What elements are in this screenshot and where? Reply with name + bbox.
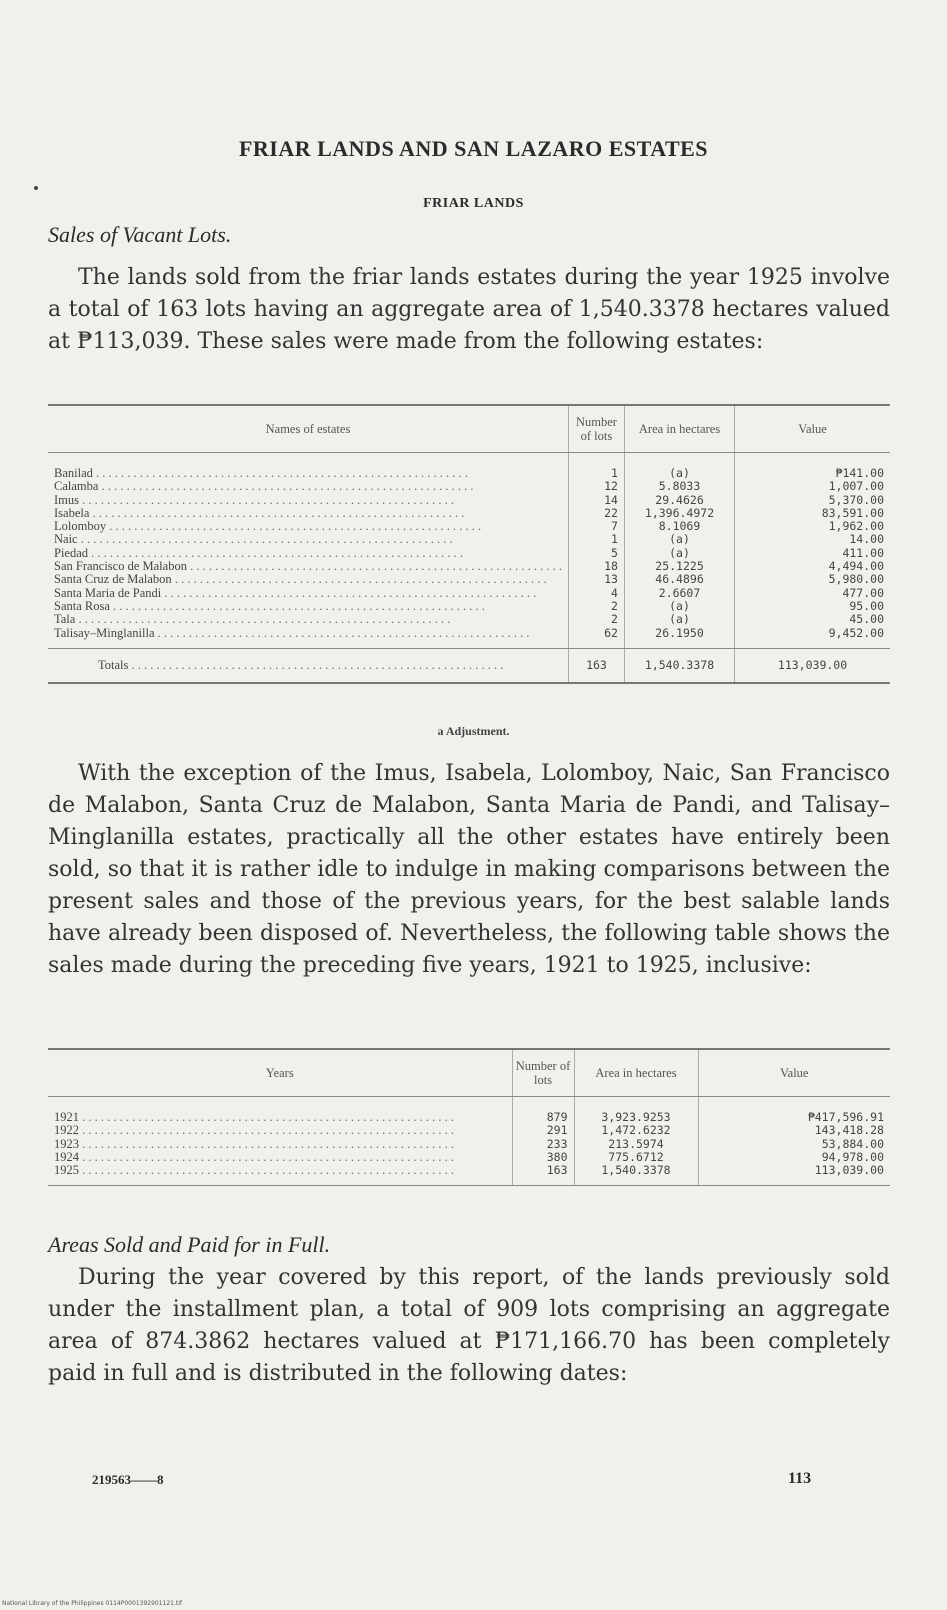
row-area-cell-text: 2.6607 [658,585,701,600]
row-value-cell [698,1124,890,1137]
row-name-cell-text: Calamba [54,480,99,494]
row-value-cell-text: 9,452.00 [828,625,884,640]
row-area-cell [624,627,734,649]
row-area-cell-text: 3,923.9253 [601,1110,671,1124]
page-title: FRIAR LANDS AND SAN LAZARO ESTATES [238,136,709,161]
row-value-cell-text: 1,962.00 [828,519,884,534]
row-area-cell [574,1164,698,1186]
column-header-value: Value [735,405,890,453]
row-name-cell [48,613,568,626]
totals-area-text: 1,540.3378 [644,657,715,672]
row-value-cell-text: 477.00 [842,585,884,600]
row-lots-cell-text: 163 [546,1163,568,1178]
row-name-cell-text: San Francisco de Malabon [54,560,187,574]
row-name-cell-text: 1922 [54,1124,79,1138]
row-value-cell [735,507,890,520]
row-name-cell [48,507,568,520]
leader-dots: . . . . . . . . . . . . . . . . . . . . . . . . . . . . . . . . . . . . . . . . . . . . . . . . . . . . . . . . . . . . [161,586,537,600]
row-area-cell-text: 29.4626 [655,492,704,507]
row-lots-cell-text: 879 [546,1110,568,1124]
row-lots-cell-text: 291 [546,1123,568,1138]
row-value-cell-text: ₱141.00 [835,466,884,480]
row-area-cell-text: (a) [669,532,690,547]
leader-dots: . . . . . . . . . . . . . . . . . . . . . . . . . . . . . . . . . . . . . . . . . . . . . . . . . . . . . . . . . . . . [89,506,465,520]
estates-sales-table [48,404,890,684]
row-name-cell-text: 1923 [54,1137,79,1151]
row-value-cell [735,533,890,546]
row-area-cell [574,1151,698,1164]
row-name-cell [48,453,568,481]
row-value-cell [735,627,890,649]
leader-dots: . . . . . . . . . . . . . . . . . . . . . . . . . . . . . . . . . . . . . . . . . . . . . . . . . . . . . . . . . . . . [171,573,547,587]
row-value-cell [735,560,890,573]
row-area-cell-text: 775.6712 [608,1149,664,1164]
leader-dots: . . . . . . . . . . . . . . . . . . . . . . . . . . . . . . . . . . . . . . . . . . . . . . . . . . . . . . . . . . . . [109,599,485,613]
row-area-cell-text: (a) [669,545,690,560]
totals-area-cell [624,648,734,683]
paragraph-paid-in-full [48,1262,890,1390]
table-row [48,560,890,573]
row-value-cell-text: 83,591.00 [821,505,884,520]
row-lots-cell [512,1151,574,1164]
leader-dots: . . . . . . . . . . . . . . . . . . . . . . . . . . . . . . . . . . . . . . . . . . . . . . . . . . . . . . . . . . . . [77,533,453,547]
leader-dots: . . . . . . . . . . . . . . . . . . . . . . . . . . . . . . . . . . . . . . . . . . . . . . . . . . . . . . . . . . . . [79,1137,454,1151]
row-value-cell [698,1164,890,1186]
row-value-cell-text: 5,980.00 [828,572,884,587]
row-lots-cell-text: 18 [604,559,618,574]
table-row [48,600,890,613]
row-lots-cell-text: 12 [604,479,618,494]
row-lots-cell-text: 62 [604,625,618,640]
row-name-cell [48,1151,512,1164]
five-year-sales-table [48,1048,890,1186]
row-lots-cell [568,533,624,546]
row-name-cell [48,547,568,560]
row-name-cell-text: Talisay–Minglanilla [54,626,155,640]
paragraph-sales-intro [48,262,890,358]
leader-dots: . . . . . . . . . . . . . . . . . . . . . . . . . . . . . . . . . . . . . . . . . . . . . . . . . . . . . . . . . . . . [79,1164,454,1178]
column-header-years: Years [48,1049,512,1097]
paragraph-text: During the year covered by this report, of the lands previously sold under the installment plan, a total of 909 lots comprising an aggregate area of 874.3862 hectares valued at ₱171,166.70 has been completely paid in full and is distributed in the following dates: [48,1265,890,1386]
row-name-cell-text: Imus [54,493,79,507]
footnote-adjustment: a Adjustment. [437,724,510,738]
leader-dots: . . . . . . . . . . . . . . . . . . . . . . . . . . . . . . . . . . . . . . . . . . . . . . . . . . . . . . . . . . . . [186,560,562,574]
row-area-cell [624,600,734,613]
row-name-cell [48,587,568,600]
row-name-cell [48,600,568,613]
totals-value-cell [735,648,890,683]
page-number: 113 [788,1470,812,1487]
row-value-cell [735,480,890,493]
table-row [48,494,890,507]
totals-name-cell [48,648,568,683]
row-value-cell [698,1097,890,1125]
leader-dots: . . . . . . . . . . . . . . . . . . . . . . . . . . . . . . . . . . . . . . . . . . . . . . . . . . . . . . . . . . . . [128,657,504,672]
row-area-cell [624,480,734,493]
row-name-cell [48,1097,512,1125]
row-lots-cell-text: 13 [604,572,618,587]
section-heading-paid: Areas Sold and Paid for in Full. [48,1232,331,1257]
totals-lots-cell [568,648,624,683]
row-value-cell-text: 143,418.28 [814,1123,884,1138]
leader-dots: . . . . . . . . . . . . . . . . . . . . . . . . . . . . . . . . . . . . . . . . . . . . . . . . . . . . . . . . . . . . [79,1110,454,1124]
table-row [48,520,890,533]
row-area-cell [624,573,734,586]
row-name-cell-text: Banilad [54,466,93,480]
row-value-cell [735,573,890,586]
scan-credit: National Library of the Philippines 0114P0001392901121.tif [2,1600,183,1607]
row-area-cell-text: (a) [669,466,690,480]
row-value-cell [735,453,890,481]
row-lots-cell [512,1097,574,1125]
row-value-cell-text: 1,007.00 [828,479,884,494]
row-area-cell [574,1124,698,1137]
row-area-cell [574,1138,698,1151]
row-name-cell-text: 1925 [54,1164,79,1178]
page-subtitle: FRIAR LANDS [423,196,524,211]
row-value-cell-text: 113,039.00 [814,1163,884,1178]
row-value-cell [698,1151,890,1164]
leader-dots: . . . . . . . . . . . . . . . . . . . . . . . . . . . . . . . . . . . . . . . . . . . . . . . . . . . . . . . . . . . . [79,493,454,507]
row-name-cell [48,533,568,546]
row-lots-cell [512,1164,574,1186]
column-header-value: Value [698,1049,890,1097]
row-lots-cell [568,627,624,649]
paragraph-comparison [48,758,890,982]
row-lots-cell-text: 2 [611,598,618,613]
row-value-cell [735,520,890,533]
row-name-cell [48,494,568,507]
row-area-cell [624,520,734,533]
row-area-cell [624,507,734,520]
paragraph-text: The lands sold from the friar lands estates during the year 1925 involve a total of 163 lots having an aggregate area of 1,540.3378 hectares valued at ₱113,039. These sales were made from the following estates: [48,265,890,354]
row-lots-cell [568,613,624,626]
row-area-cell-text: 5.8033 [658,479,701,494]
row-name-cell-text: Santa Maria de Pandi [54,586,162,600]
row-lots-cell [512,1124,574,1137]
row-lots-cell [568,494,624,507]
row-area-cell-text: 26.1950 [655,625,704,640]
row-name-cell-text: 1924 [54,1150,79,1164]
row-area-cell-text: 8.1069 [658,519,701,534]
table-row [48,1124,890,1137]
row-lots-cell-text: 380 [546,1149,568,1164]
table-row [48,1151,890,1164]
row-lots-cell [568,600,624,613]
row-name-cell-text: Tala [54,613,76,627]
row-value-cell [735,494,890,507]
row-name-cell [48,560,568,573]
row-value-cell-text: 411.00 [842,545,884,560]
row-area-cell-text: 1,396.4972 [644,505,715,520]
row-name-cell [48,520,568,533]
leader-dots: . . . . . . . . . . . . . . . . . . . . . . . . . . . . . . . . . . . . . . . . . . . . . . . . . . . . . . . . . . . . [75,613,451,627]
totals-row [48,648,890,683]
table-row [48,507,890,520]
table-row [48,613,890,626]
row-lots-cell [568,480,624,493]
paragraph-text: With the exception of the Imus, Isabela, Lolomboy, Naic, San Francisco de Malabon, Santa Cruz de Malabon, Santa Maria de Pandi, and Talisay–Minglanilla estates, practically all the other estates have entirely been sold, so that it is rather idle to indulge in making comparisons between the present sales and those of the previous years, for the best salable lands have already been disposed of. Nevertheless, the following table shows the sales made during the preceding five years, 1921 to 1925, inclusive: [48,761,890,978]
row-value-cell-text: 95.00 [849,598,884,613]
table-row [48,547,890,560]
leader-dots: . . . . . . . . . . . . . . . . . . . . . . . . . . . . . . . . . . . . . . . . . . . . . . . . . . . . . . . . . . . . [79,1150,454,1164]
row-name-cell [48,1164,512,1186]
row-value-cell [735,613,890,626]
table-row [48,480,890,493]
row-value-cell [735,547,890,560]
row-area-cell [624,547,734,560]
column-header-lots: Number of lots [512,1049,574,1097]
row-value-cell-text: 45.00 [849,612,884,627]
leader-dots: . . . . . . . . . . . . . . . . . . . . . . . . . . . . . . . . . . . . . . . . . . . . . . . . . . . . . . . . . . . . [154,626,530,640]
column-header-area: Area in hectares [574,1049,698,1097]
row-area-cell-text: (a) [669,612,690,627]
row-name-cell-text: Piedad [54,546,89,560]
totals-value-text: 113,039.00 [777,657,848,672]
row-area-cell [624,494,734,507]
row-lots-cell-text: 5 [611,545,618,560]
row-area-cell [624,533,734,546]
row-lots-cell-text: 14 [604,492,618,507]
row-area-cell-text: 213.5974 [608,1136,664,1151]
row-area-cell-text: (a) [669,598,690,613]
table-row [48,1164,890,1186]
table-row [48,573,890,586]
row-lots-cell-text: 22 [604,505,618,520]
table-row [48,453,890,481]
ink-mark [34,186,38,190]
row-lots-cell-text: 233 [546,1136,568,1151]
section-heading-sales: Sales of Vacant Lots. [48,222,232,247]
table-header-row [48,405,890,453]
row-value-cell [735,600,890,613]
row-name-cell [48,627,568,649]
row-lots-cell [568,453,624,481]
row-area-cell [624,613,734,626]
row-name-cell-text: 1921 [54,1110,79,1124]
table-row [48,1097,890,1125]
row-lots-cell [568,520,624,533]
row-area-cell [624,587,734,600]
leader-dots: . . . . . . . . . . . . . . . . . . . . . . . . . . . . . . . . . . . . . . . . . . . . . . . . . . . . . . . . . . . . [79,1124,454,1138]
row-area-cell [624,453,734,481]
row-lots-cell [512,1138,574,1151]
row-lots-cell-text: 1 [611,532,618,547]
column-header-area: Area in hectares [624,405,734,453]
row-area-cell-text: 25.1225 [655,559,704,574]
row-value-cell-text: 94,978.00 [821,1149,884,1164]
table-row [48,1138,890,1151]
row-lots-cell-text: 7 [611,519,618,534]
row-name-cell [48,1138,512,1151]
table-header-row [48,1049,890,1097]
column-header-names: Names of estates [48,405,568,453]
row-name-cell [48,573,568,586]
column-header-lots: Number of lots [568,405,624,453]
row-lots-cell [568,587,624,600]
row-area-cell-text: 46.4896 [655,572,704,587]
row-name-cell-text: Santa Rosa [54,599,110,613]
totals-name-text: Totals [98,657,129,672]
row-value-cell-text: 4,494.00 [828,559,884,574]
row-value-cell-text: ₱417,596.91 [807,1110,884,1124]
row-name-cell-text: Naic [54,533,78,547]
row-area-cell [574,1097,698,1125]
row-lots-cell-text: 4 [611,585,618,600]
row-lots-cell-text: 2 [611,612,618,627]
leader-dots: . . . . . . . . . . . . . . . . . . . . . . . . . . . . . . . . . . . . . . . . . . . . . . . . . . . . . . . . . . . . [88,546,464,560]
row-value-cell [735,587,890,600]
row-lots-cell [568,573,624,586]
row-area-cell [624,560,734,573]
row-lots-cell [568,560,624,573]
row-value-cell-text: 53,884.00 [821,1136,884,1151]
leader-dots: . . . . . . . . . . . . . . . . . . . . . . . . . . . . . . . . . . . . . . . . . . . . . . . . . . . . . . . . . . . . [106,520,482,534]
row-value-cell-text: 5,370.00 [828,492,884,507]
table-row [48,533,890,546]
row-lots-cell-text: 1 [611,466,618,480]
row-name-cell [48,480,568,493]
row-name-cell [48,1124,512,1137]
table-row [48,627,890,649]
row-lots-cell [568,547,624,560]
row-area-cell-text: 1,540.3378 [601,1163,671,1178]
leader-dots: . . . . . . . . . . . . . . . . . . . . . . . . . . . . . . . . . . . . . . . . . . . . . . . . . . . . . . . . . . . . [92,466,468,480]
row-value-cell-text: 14.00 [849,532,884,547]
row-lots-cell [568,507,624,520]
row-value-cell [698,1138,890,1151]
row-name-cell-text: Lolomboy [54,520,107,534]
row-name-cell-text: Isabela [54,506,90,520]
table-row [48,587,890,600]
row-name-cell-text: Santa Cruz de Malabon [54,573,172,587]
row-area-cell-text: 1,472.6232 [601,1123,671,1138]
leader-dots: . . . . . . . . . . . . . . . . . . . . . . . . . . . . . . . . . . . . . . . . . . . . . . . . . . . . . . . . . . . . [98,480,474,494]
totals-lots-text: 163 [586,657,607,672]
print-signature: 219563——8 [92,1472,164,1487]
